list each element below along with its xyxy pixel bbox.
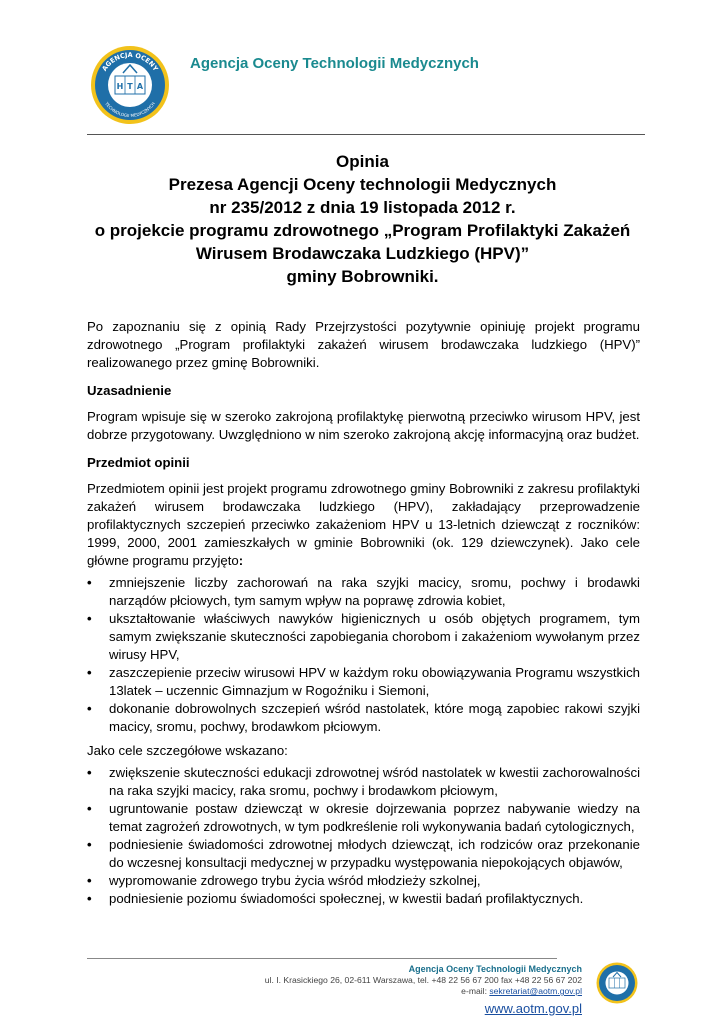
footer-agency-name: Agencja Oceny Technologii Medycznych: [408, 964, 582, 974]
footer-contact: [265, 964, 582, 1016]
intro-paragraph: Po zapoznaniu się z opinią Rady Przejrzystości pozytywnie opiniuję projekt programu zdrowotnego „Program profilaktyki zakażeń wirusem brodawczaka ludzkiego (HPV)” realizowanego przez gminę Bobrowniki.: [87, 319, 640, 370]
logo-letter-t: T: [127, 82, 133, 91]
footer-email-label: e-mail:: [461, 986, 490, 996]
list-item: • dokonanie dobrowolnych szczepień wśród nastolatek, które mogą zapobiec rakowi szyjki macicy, sromu, pochwy, brodawkom płciowym.: [87, 700, 640, 736]
footer-divider: [87, 958, 557, 959]
title-line-5: Wirusem Brodawczaka Ludzkiego (HPV)”: [195, 244, 530, 263]
list-item: • podniesienie poziomu świadomości społecznej, w kwestii badań profilaktycznych.: [87, 890, 640, 908]
title-line-1: Opinia: [336, 152, 389, 171]
list-item: • zaszczepienie przeciw wirusowi HPV w każdym roku obowiązywania Programu wszystkich 13latek – uczennic Gimnazjum w Rogoźniku i Siemoni,: [87, 664, 640, 700]
agency-logo: [90, 45, 170, 125]
agency-name-header: Agencja Oceny Technologii Medycznych: [190, 55, 479, 72]
footer-address: ul. I. Krasickiego 26, 02-611 Warszawa, tel. +48 22 56 67 200 fax +48 22 56 67 202: [264, 975, 582, 985]
list-item: • zwiększenie skuteczności edukacji zdrowotnej wśród nastolatek w kwestii zachorowalności na raka szyjki macicy, raka sromu, pochwy i brodawkom płciowym,: [87, 764, 640, 800]
list-item: • wypromowanie zdrowego trybu życia wśród młodzieży szkolnej,: [87, 872, 640, 890]
title-line-6: gminy Bobrowniki.: [286, 267, 439, 286]
footer-email-link[interactable]: sekretariat@aotm.gov.pl: [489, 986, 582, 996]
logo-letter-h: H: [116, 82, 124, 91]
main-goals-list: [87, 574, 640, 736]
przedmiot-colon: :: [238, 553, 244, 568]
przedmiot-paragraph: [87, 480, 640, 570]
title-line-3: nr 235/2012 z dnia 19 listopada 2012 r.: [209, 198, 516, 217]
header-divider: [87, 134, 645, 135]
list-item: • ugruntowanie postaw dziewcząt w okresie dojrzewania poprzez nabywanie wiedzy na temat zagrożeń zdrowotnych, w tym podkreślenie roli wykonywania badań cytologicznych,: [87, 800, 640, 836]
document-body: [87, 318, 640, 914]
detailed-goals-intro: Jako cele szczegółowe wskazano:: [87, 743, 288, 758]
logo-letter-a: A: [136, 82, 144, 91]
przedmiot-heading: Przedmiot opinii: [87, 455, 190, 470]
logo-ring-bottom-text: TECHNOLOGII MEDYCZNYCH: [104, 101, 156, 119]
document-title: [70, 150, 655, 288]
detailed-goals-list: [87, 764, 640, 908]
list-item: • podniesienie świadomości zdrowotnej młodych dziewcząt, ich rodziców oraz przekonanie do wczesnej konsultacji medycznej w przypadku występowania niepokojących objawów,: [87, 836, 640, 872]
title-line-2: Prezesa Agencji Oceny technologii Medycznych: [168, 175, 557, 194]
uzasadnienie-paragraph: Program wpisuje się w szeroko zakrojoną profilaktykę pierwotną przeciwko wirusom HPV, jest dobrze przygotowany. Uwzględniono w nim szeroko zakrojoną akcję informacyjną oraz budżet.: [87, 409, 640, 442]
uzasadnienie-heading: Uzasadnienie: [87, 383, 172, 398]
footer-logo: [596, 962, 638, 1004]
przedmiot-text: Przedmiotem opinii jest projekt programu zdrowotnego gminy Bobrowniki z zakresu profilaktyki zakażeń wirusem brodawczaka ludzkiego (HPV), zakładający przeprowadzenie profilaktycznych szczepień przeciwko zakażeniom HPV u 13-letnich dziewcząt z roczników: 1999, 2000, 2001 zamieszkałych w gminie Bobrowniki (ok. 129 dziewczynek). Jako cele główne programu przyjęto: [87, 481, 640, 568]
logo-ring-top-text: AGENCJA OCENY: [100, 50, 160, 73]
footer-email-line: [265, 986, 582, 997]
title-line-4: o projekcie programu zdrowotnego „Program Profilaktyki Zakażeń: [94, 221, 631, 240]
footer-website-link[interactable]: www.aotm.gov.pl: [484, 1001, 582, 1016]
list-item: • ukształtowanie właściwych nawyków higienicznych u osób objętych programem, tym samym zwiększanie skuteczności zapobiegania chorobom i zakażeniom wywołanym przez wirusy HPV,: [87, 610, 640, 664]
list-item: • zmniejszenie liczby zachorowań na raka szyjki macicy, sromu, pochwy i brodawki narządów płciowych, tym samym wpływ na poprawę zdrowia kobiet,: [87, 574, 640, 610]
